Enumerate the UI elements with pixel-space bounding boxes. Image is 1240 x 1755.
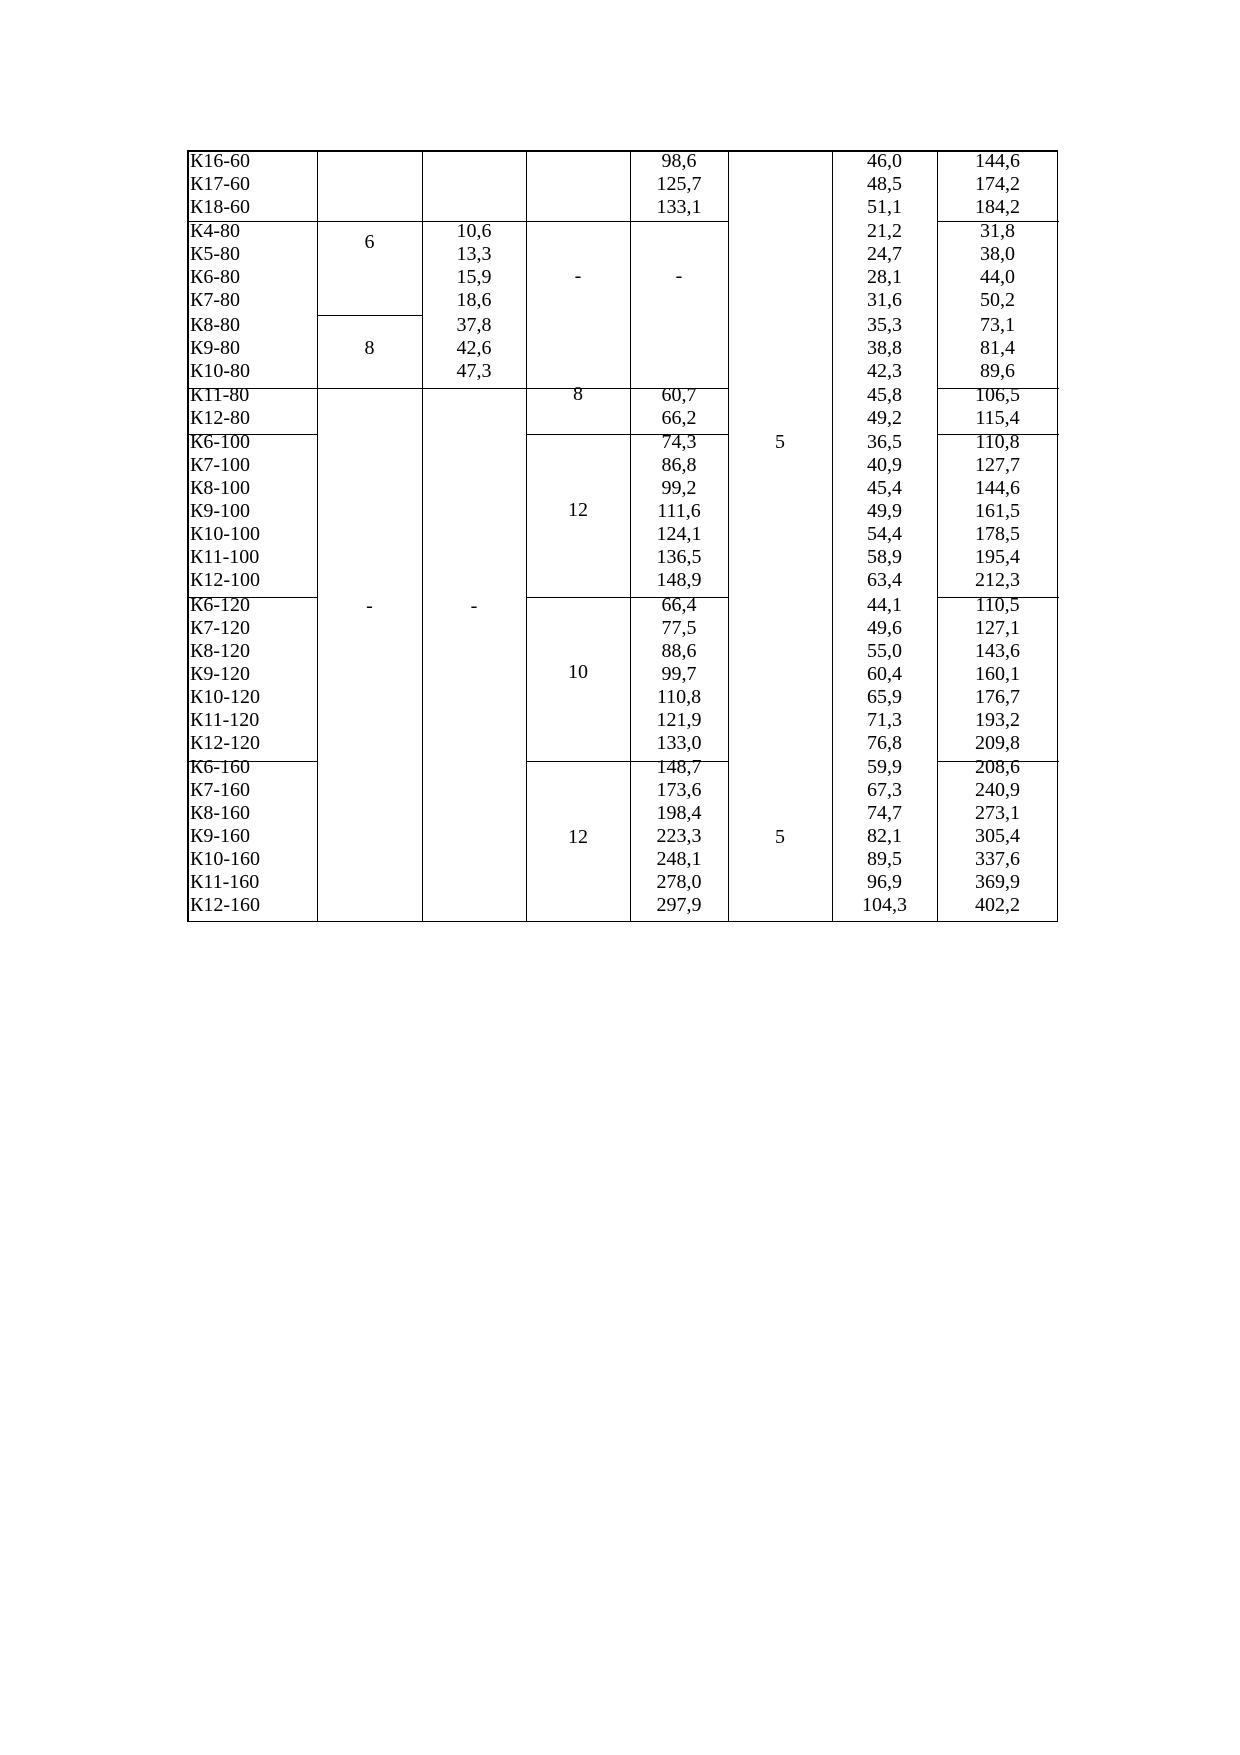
row-col8-cell: 174,2 [975, 173, 1020, 195]
row-col5-cell: 98,6 [661, 150, 697, 172]
row-col5-cell: 223,3 [656, 824, 702, 847]
row-col8-cell: 209,8 [975, 731, 1020, 754]
row-col8-cell: 44,0 [980, 266, 1015, 289]
row-col7-cell: 24,7 [867, 243, 902, 266]
row-name-cell: К9-120 [190, 662, 250, 685]
row-col7-cell: 49,2 [867, 406, 902, 429]
row-name-cell: К7-80 [190, 289, 240, 312]
row-name-cell: К8-160 [190, 801, 250, 824]
row-col5-cell: 133,1 [656, 196, 702, 218]
row-col8-cell: 110,8 [975, 431, 1020, 454]
row-col5-cell: 248,1 [656, 847, 702, 870]
row-col7-cell: 55,0 [867, 639, 902, 662]
row-col8-cell: 50,2 [980, 289, 1015, 312]
row-col3-cell: 13,3 [456, 243, 492, 266]
row-name-cell: К6-160 [190, 755, 250, 778]
row-col5-cell: 99,7 [661, 662, 697, 685]
row-col8-cell: 273,1 [975, 801, 1020, 824]
row-col8-cell: 110,5 [975, 593, 1020, 616]
row-col5-cell: 198,4 [656, 801, 702, 824]
group-divider [526, 761, 631, 762]
row-col8-cell: 127,7 [975, 454, 1020, 477]
row-col5-cell: 297,9 [656, 893, 702, 916]
row-col8-cell: 305,4 [975, 824, 1020, 847]
row-name-cell: К11-80 [190, 383, 250, 406]
row-col8-cell: 369,9 [975, 870, 1020, 893]
column-divider [728, 150, 729, 922]
row-col8-cell: 161,5 [975, 500, 1020, 523]
column-divider [317, 150, 318, 922]
row-col5-cell: 110,8 [656, 685, 702, 708]
row-col8-cell: 106,5 [975, 383, 1020, 406]
merged-cell-e-5-bottom: 5 [775, 826, 785, 848]
row-col8-cell: 115,4 [975, 406, 1020, 429]
row-col8-cell: 178,5 [975, 523, 1020, 546]
row-col5-cell: 148,7 [656, 755, 702, 778]
row-name-cell: К10-160 [190, 847, 260, 870]
row-name-cell: К8-120 [190, 639, 250, 662]
group-divider [630, 221, 729, 222]
row-col5-cell: 77,5 [661, 616, 697, 639]
row-col7-cell: 76,8 [867, 731, 902, 754]
row-name-cell: К5-80 [190, 243, 240, 266]
row-name-cell: К11-160 [190, 870, 260, 893]
row-name-cell: К12-160 [190, 893, 260, 916]
data-table [187, 150, 1058, 922]
row-col7-cell: 51,1 [867, 196, 902, 218]
row-col5-cell: 173,6 [656, 778, 702, 801]
row-col5-cell: 86,8 [661, 454, 697, 477]
row-col7-cell: 58,9 [867, 546, 902, 569]
merged-cell-c-dash: - [574, 265, 582, 287]
row-col3-cell: 10,6 [456, 220, 492, 243]
row-name-cell: К7-160 [190, 778, 250, 801]
row-name-cell: К18-60 [190, 196, 250, 218]
merged-cell-b-dash: - [470, 595, 478, 617]
merged-cell-a-dash: - [366, 595, 373, 617]
row-name-cell: К9-100 [190, 500, 250, 523]
row-col8-cell: 144,6 [975, 150, 1020, 172]
merged-cell-a-8: 8 [364, 337, 375, 359]
row-col8-cell: 212,3 [975, 569, 1020, 592]
row-name-cell: К10-80 [190, 359, 250, 382]
row-col8-cell: 337,6 [975, 847, 1020, 870]
row-col5-cell: 66,2 [661, 406, 697, 429]
row-col8-cell: 240,9 [975, 778, 1020, 801]
row-col5-cell: 88,6 [661, 639, 697, 662]
row-col8-cell: 144,6 [975, 477, 1020, 500]
row-col5-cell: 99,2 [661, 477, 697, 500]
row-col7-cell: 59,9 [867, 755, 902, 778]
row-col8-cell: 38,0 [980, 243, 1015, 266]
row-col8-cell: 208,6 [975, 755, 1020, 778]
row-col7-cell: 45,4 [867, 477, 902, 500]
group-divider [526, 597, 631, 598]
group-divider [317, 388, 423, 389]
merged-cell-c-8: 8 [573, 383, 583, 405]
row-name-cell: К8-100 [190, 477, 250, 500]
row-col5-cell: 121,9 [656, 708, 702, 731]
row-name-cell: К8-80 [190, 313, 240, 336]
row-col8-cell: 160,1 [975, 662, 1020, 685]
group-divider [317, 315, 423, 316]
row-name-cell: К12-120 [190, 731, 260, 754]
row-col5-cell: 66,4 [661, 593, 697, 616]
row-name-cell: К10-100 [190, 523, 260, 546]
row-col7-cell: 67,3 [867, 778, 902, 801]
row-name-cell: К6-80 [190, 266, 240, 289]
row-col7-cell: 49,6 [867, 616, 902, 639]
row-name-cell: К11-100 [190, 546, 260, 569]
row-name-cell: К6-120 [190, 593, 250, 616]
row-col7-cell: 36,5 [867, 431, 902, 454]
merged-cell-a-6: 6 [364, 231, 375, 253]
row-col7-cell: 35,3 [867, 313, 902, 336]
row-col8-cell: 184,2 [975, 196, 1020, 218]
row-col5-cell: 125,7 [656, 173, 702, 195]
row-col7-cell: 28,1 [867, 266, 902, 289]
merged-cell-c-12-160: 12 [568, 826, 588, 848]
merged-cell-e-5-top: 5 [775, 431, 785, 453]
row-col8-cell: 193,2 [975, 708, 1020, 731]
group-divider [526, 434, 631, 435]
row-col8-cell: 195,4 [975, 546, 1020, 569]
row-name-cell: К6-100 [190, 431, 250, 454]
row-col7-cell: 48,5 [867, 173, 902, 195]
row-col7-cell: 74,7 [867, 801, 902, 824]
row-col7-cell: 63,4 [867, 569, 902, 592]
row-col7-cell: 38,8 [867, 336, 902, 359]
row-name-cell: К9-80 [190, 336, 240, 359]
row-col5-cell: 74,3 [661, 431, 697, 454]
row-col7-cell: 104,3 [862, 893, 907, 916]
row-name-cell: К9-160 [190, 824, 250, 847]
row-col5-cell: 148,9 [656, 569, 702, 592]
row-name-cell: К12-80 [190, 406, 250, 429]
row-col5-cell: 111,6 [657, 500, 701, 523]
merged-cell-d-dash: - [675, 265, 683, 287]
row-col3-cell: 15,9 [456, 266, 492, 289]
row-col8-cell: 81,4 [980, 336, 1015, 359]
row-col7-cell: 60,4 [867, 662, 902, 685]
row-col3-cell: 42,6 [456, 336, 492, 359]
row-col8-cell: 402,2 [975, 893, 1020, 916]
row-col8-cell: 176,7 [975, 685, 1020, 708]
row-col5-cell: 124,1 [656, 523, 702, 546]
row-col7-cell: 21,2 [867, 220, 902, 243]
row-col5-cell: 133,0 [656, 731, 702, 754]
row-col8-cell: 73,1 [980, 313, 1015, 336]
row-col7-cell: 71,3 [867, 708, 902, 731]
row-name-cell: К7-100 [190, 454, 250, 477]
row-col8-cell: 143,6 [975, 639, 1020, 662]
row-col7-cell: 96,9 [867, 870, 902, 893]
row-name-cell: К12-100 [190, 569, 260, 592]
row-col7-cell: 42,3 [867, 359, 902, 382]
row-col7-cell: 45,8 [867, 383, 902, 406]
row-col3-cell: 18,6 [456, 289, 492, 312]
row-name-cell: К17-60 [190, 173, 250, 195]
merged-cell-c-12-100: 12 [568, 499, 588, 521]
row-col7-cell: 65,9 [867, 685, 902, 708]
row-col8-cell: 127,1 [975, 616, 1020, 639]
row-col7-cell: 54,4 [867, 523, 902, 546]
group-divider [317, 221, 423, 222]
row-col7-cell: 40,9 [867, 454, 902, 477]
row-col7-cell: 31,6 [867, 289, 902, 312]
row-col7-cell: 49,9 [867, 500, 902, 523]
row-col3-cell: 37,8 [456, 313, 492, 336]
group-divider [526, 221, 631, 222]
merged-cell-c-10-120: 10 [568, 661, 588, 683]
row-col7-cell: 82,1 [867, 824, 902, 847]
row-col7-cell: 46,0 [867, 150, 902, 172]
row-col5-cell: 136,5 [656, 546, 702, 569]
row-name-cell: К10-120 [190, 685, 260, 708]
row-col7-cell: 44,1 [867, 593, 902, 616]
row-name-cell: К16-60 [190, 150, 250, 172]
row-col5-cell: 278,0 [656, 870, 702, 893]
row-col3-cell: 47,3 [456, 359, 492, 382]
row-col8-cell: 89,6 [980, 359, 1015, 382]
row-col7-cell: 89,5 [867, 847, 902, 870]
group-divider [422, 388, 527, 389]
row-name-cell: К4-80 [190, 220, 240, 243]
row-name-cell: К7-120 [190, 616, 250, 639]
row-name-cell: К11-120 [190, 708, 260, 731]
row-col5-cell: 60,7 [661, 383, 697, 406]
row-col8-cell: 31,8 [980, 220, 1015, 243]
